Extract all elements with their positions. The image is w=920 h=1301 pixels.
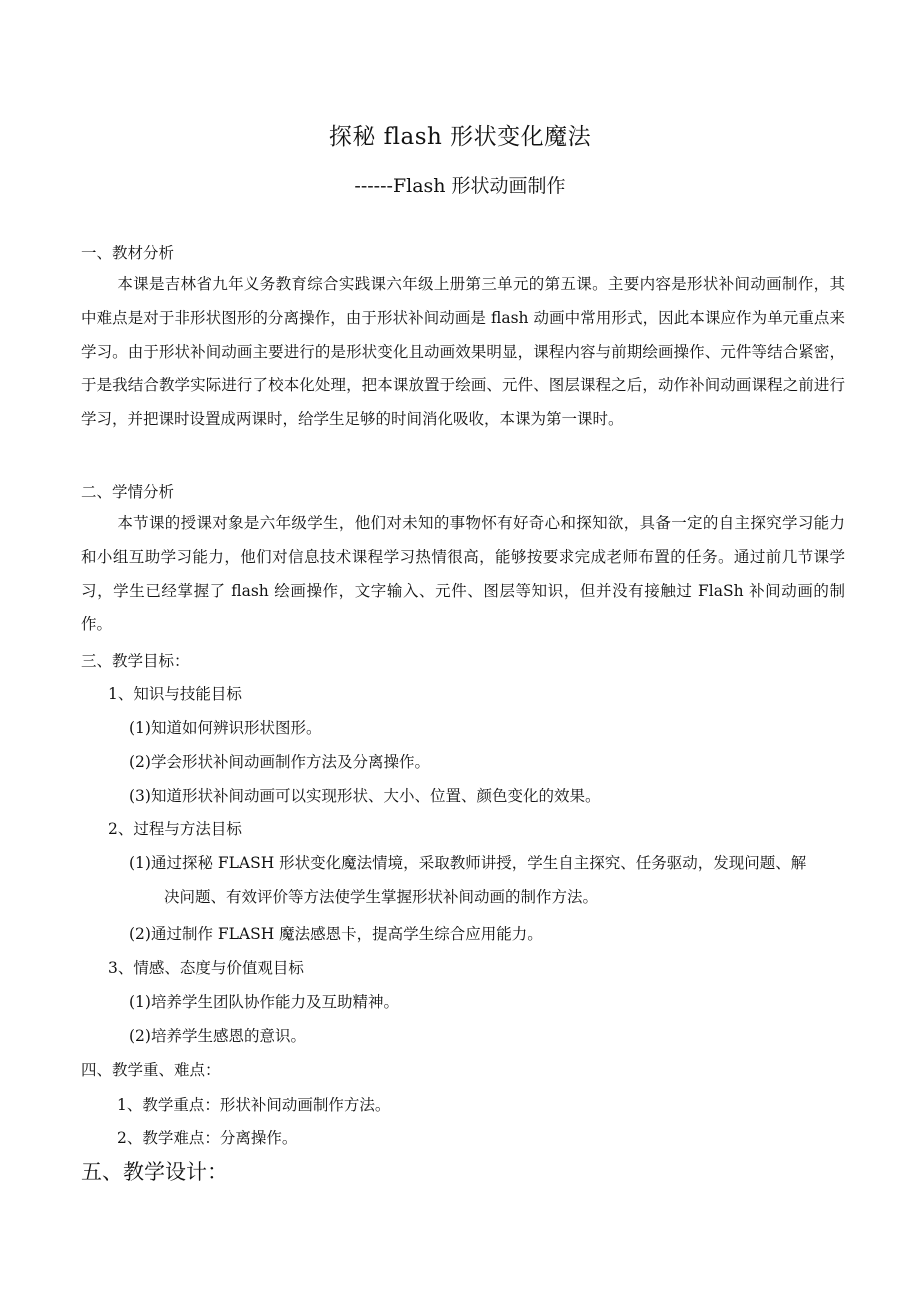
objective-item: (1)知道如何辨识形状图形。 — [129, 719, 322, 737]
objective-item: (2)通过制作 FLASH 魔法感恩卡，提高学生综合应用能力。 — [129, 925, 543, 943]
section-heading-key-points: 四、教学重、难点： — [81, 1061, 221, 1079]
objective-item-continued: 决问题、有效评价等方法使学生掌握形状补间动画的制作方法。 — [164, 888, 599, 906]
section-heading-teaching-design: 五、教学设计： — [81, 1160, 228, 1184]
objective-group-knowledge: 1、知识与技能目标 — [108, 685, 242, 703]
section-heading-objectives: 三、教学目标： — [81, 652, 190, 670]
objective-item: (2)学会形状补间动画制作方法及分离操作。 — [129, 753, 430, 771]
section-heading-textbook-analysis: 一、教材分析 — [81, 244, 175, 262]
document-subtitle: ------Flash 形状动画制作 — [354, 175, 566, 197]
document-title: 探秘 flash 形状变化魔法 — [328, 124, 592, 150]
difficult-point-item: 2、教学难点：分离操作。 — [117, 1129, 298, 1147]
objective-item: (3)知道形状补间动画可以实现形状、大小、位置、颜色变化的效果。 — [129, 787, 601, 805]
objective-group-process: 2、过程与方法目标 — [108, 820, 242, 838]
section-body-textbook-analysis — [81, 268, 845, 437]
objective-group-attitude: 3、情感、态度与价值观目标 — [108, 959, 304, 977]
objective-item: (1)通过探秘 FLASH 形状变化魔法情境，采取教师讲授，学生自主探究、任务驱动，发现问题、解 — [129, 854, 807, 872]
paragraph-text: 本课是吉林省九年义务教育综合实践课六年级上册第三单元的第五课。主要内容是形状补间动画制作，其中难点是对于非形状图形的分离操作，由于形状补间动画是 flash 动画中常用形式，因此本课应作为单元重点来学习。由于形状补间动画主要进行的是形状变化且动画效果明显，课程内容与前期绘画操作、元件等结合紧密，于是我结合教学实际进行了校本化处理，把本课放置于绘画、元件、图层课程之后，动作补间动画课程之前进行学习，并把课时设置成两课时，给学生足够的时间消化吸收，本课为第一课时。 — [81, 275, 845, 429]
section-body-learner-analysis — [81, 507, 845, 642]
section-heading-learner-analysis: 二、学情分析 — [81, 483, 175, 501]
paragraph-text: 本节课的授课对象是六年级学生，他们对未知的事物怀有好奇心和探知欲，具备一定的自主探究学习能力和小组互助学习能力，他们对信息技术课程学习热情很高，能够按要求完成老师布置的任务。通过前几节课学习，学生已经掌握了 flash 绘画操作，文字输入、元件、图层等知识，但并没有接触过 FlaSh 补间动画的制作。 — [81, 514, 845, 634]
objective-item: (2)培养学生感恩的意识。 — [129, 1027, 306, 1045]
objective-item: (1)培养学生团队协作能力及互助精神。 — [129, 993, 399, 1011]
key-point-item: 1、教学重点：形状补间动画制作方法。 — [117, 1096, 391, 1114]
